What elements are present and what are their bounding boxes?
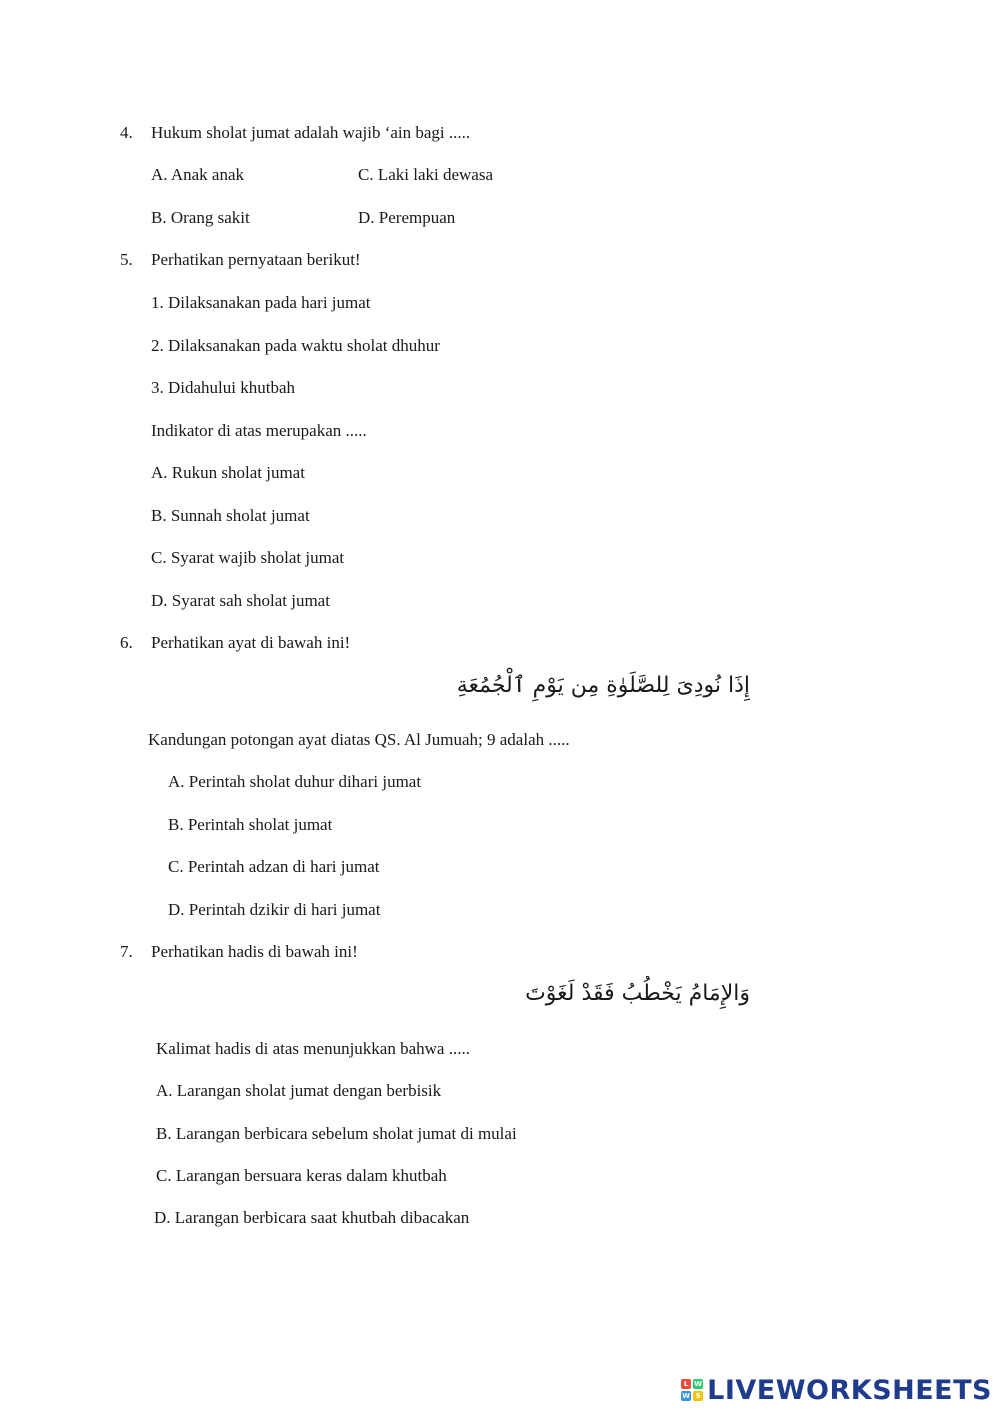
option-c[interactable]: C. Syarat wajib sholat jumat [151, 548, 345, 567]
option-b[interactable]: B. Perintah sholat jumat [168, 815, 333, 834]
question-prompt: Perhatikan hadis di bawah ini! [151, 942, 358, 961]
logo-icon: L W W S [682, 1380, 703, 1400]
question-prompt: Perhatikan ayat di bawah ini! [151, 633, 351, 652]
option-a[interactable]: A. Perintah sholat duhur dihari jumat [168, 772, 422, 791]
option-d[interactable]: D. Syarat sah sholat jumat [151, 591, 330, 610]
option-d[interactable]: D. Larangan berbicara saat khutbah dibacakan [154, 1208, 470, 1227]
statement-2: 2. Dilaksanakan pada waktu sholat dhuhur [151, 336, 440, 355]
option-a[interactable]: A. Larangan sholat jumat dengan berbisik [156, 1081, 442, 1100]
statement-1: 1. Dilaksanakan pada hari jumat [151, 293, 371, 312]
arabic-hadith: وَالإِمَامُ يَخْطُبُ فَقَدْ لَغَوْتَ [525, 981, 750, 1006]
option-b[interactable]: B. Orang sakit [151, 208, 250, 227]
question-text: Kalimat hadis di atas menunjukkan bahwa ..... [156, 1039, 470, 1058]
statement-3: 3. Didahului khutbah [151, 378, 296, 397]
option-d[interactable]: D. Perempuan [358, 208, 456, 227]
option-a[interactable]: A. Anak anak [151, 165, 245, 184]
option-d[interactable]: D. Perintah dzikir di hari jumat [168, 900, 381, 919]
question-prompt: Perhatikan pernyataan berikut! [151, 250, 361, 269]
option-c[interactable]: C. Perintah adzan di hari jumat [168, 857, 380, 876]
question-text: Indikator di atas merupakan ..... [151, 421, 367, 440]
option-a[interactable]: A. Rukun sholat jumat [151, 463, 305, 482]
option-b[interactable]: B. Sunnah sholat jumat [151, 506, 310, 525]
liveworksheets-logo[interactable] [681, 1373, 992, 1407]
question-number: 6. [120, 633, 133, 652]
arabic-verse: إِذَا نُودِىَ لِلصَّلَوٰةِ مِن يَوْمِ ٱلْجُمُعَةِ [456, 673, 750, 698]
logo-text: LIVEWORKSHEETS [707, 1374, 992, 1406]
option-c[interactable]: C. Larangan bersuara keras dalam khutbah [156, 1166, 447, 1185]
question-text: Kandungan potongan ayat diatas QS. Al Jumuah; 9 adalah ..... [148, 730, 570, 749]
question-number: 7. [120, 942, 133, 961]
question-prompt: Hukum sholat jumat adalah wajib ‘ain bagi ..... [151, 123, 471, 142]
question-number: 4. [120, 123, 133, 142]
option-b[interactable]: B. Larangan berbicara sebelum sholat jumat di mulai [156, 1124, 517, 1143]
question-number: 5. [120, 250, 133, 269]
option-c[interactable]: C. Laki laki dewasa [358, 165, 494, 184]
